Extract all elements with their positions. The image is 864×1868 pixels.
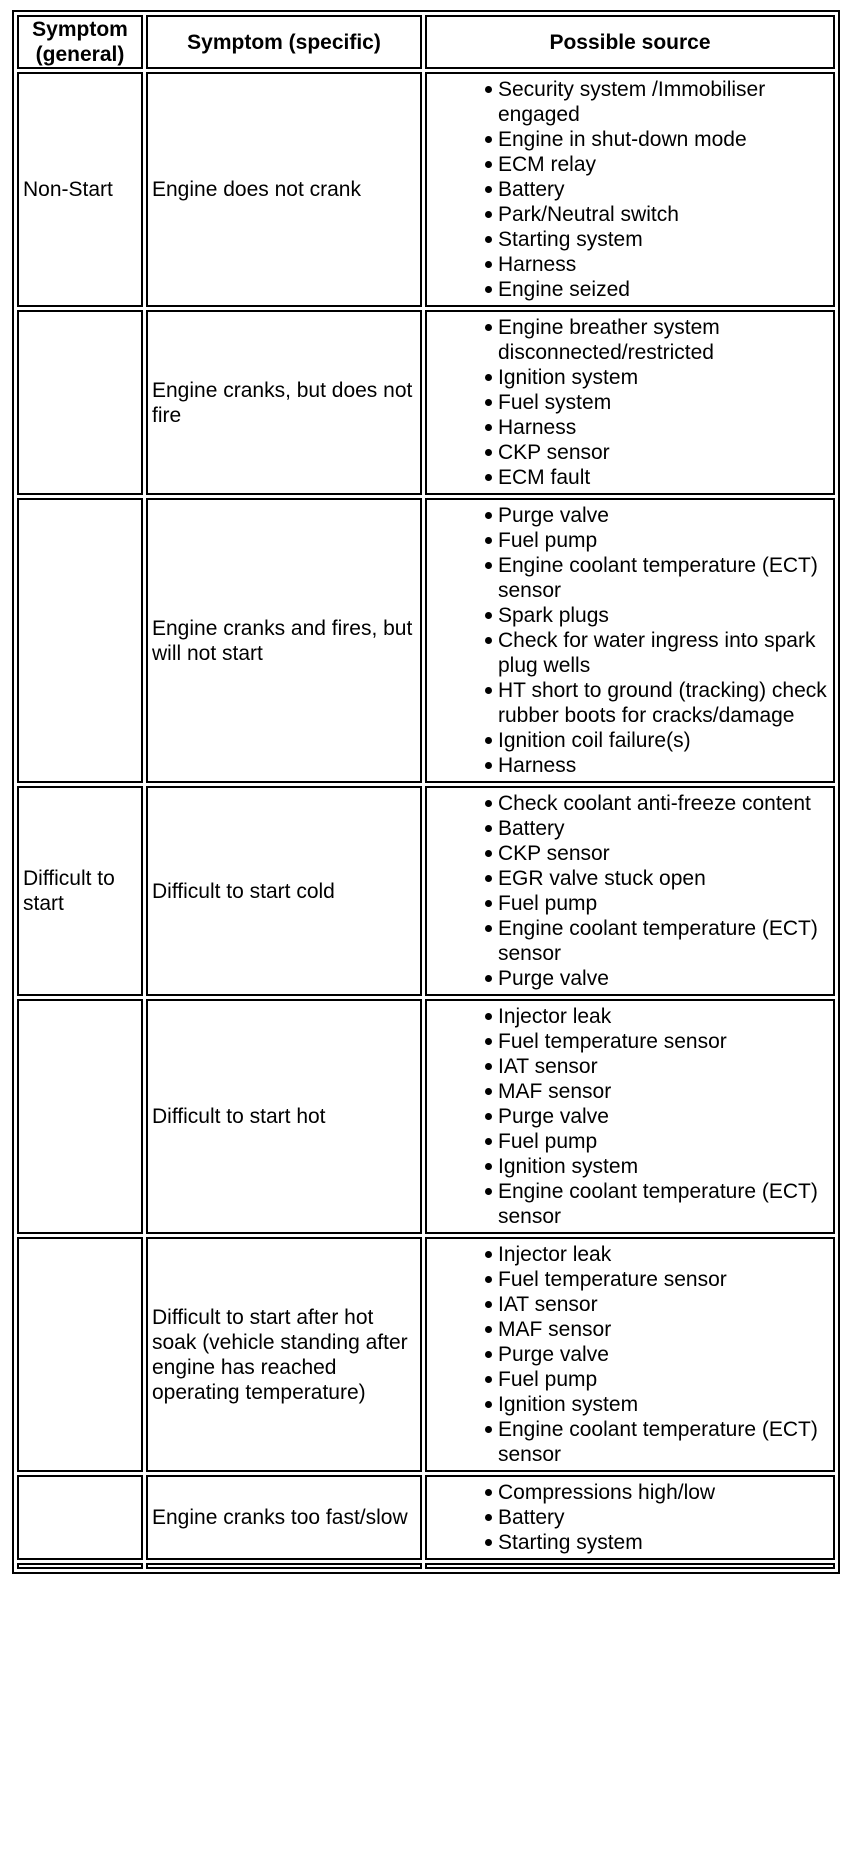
header-symptom-general: Symptom (general) bbox=[17, 15, 143, 69]
source-list-item: Fuel pump bbox=[427, 1367, 829, 1392]
symptom-specific-cell: Engine does not crank bbox=[146, 72, 422, 307]
source-list-item: Engine in shut-down mode bbox=[427, 127, 829, 152]
partial-cell bbox=[17, 1563, 143, 1569]
source-list bbox=[427, 1242, 829, 1467]
source-list-item: Security system /Immobiliser engaged bbox=[427, 77, 829, 127]
source-list-item: Harness bbox=[427, 415, 829, 440]
source-list-item: Ignition system bbox=[427, 365, 829, 390]
source-list-item: Fuel pump bbox=[427, 528, 829, 553]
table-row bbox=[17, 72, 835, 307]
source-list-item: Spark plugs bbox=[427, 603, 829, 628]
symptom-general-cell bbox=[17, 1475, 143, 1560]
possible-source-cell bbox=[425, 72, 835, 307]
symptom-general-cell: Non-Start bbox=[17, 72, 143, 307]
header-possible-source: Possible source bbox=[425, 15, 835, 69]
possible-source-cell bbox=[425, 498, 835, 783]
source-list-item: Engine coolant temperature (ECT) sensor bbox=[427, 916, 829, 966]
symptom-table bbox=[12, 10, 840, 1574]
source-list-item: Purge valve bbox=[427, 966, 829, 991]
source-list-item: Harness bbox=[427, 753, 829, 778]
table-row bbox=[17, 999, 835, 1234]
source-list-item: ECM fault bbox=[427, 465, 829, 490]
source-list-item: IAT sensor bbox=[427, 1292, 829, 1317]
source-list bbox=[427, 1004, 829, 1229]
possible-source-cell bbox=[425, 1475, 835, 1560]
source-list-item: Engine coolant temperature (ECT) sensor bbox=[427, 1179, 829, 1229]
table-row bbox=[17, 498, 835, 783]
partial-cell bbox=[425, 1563, 835, 1569]
source-list-item: Purge valve bbox=[427, 503, 829, 528]
source-list-item: MAF sensor bbox=[427, 1079, 829, 1104]
source-list-item: Purge valve bbox=[427, 1104, 829, 1129]
source-list-item: HT short to ground (tracking) check rubber boots for cracks/damage bbox=[427, 678, 829, 728]
source-list-item: IAT sensor bbox=[427, 1054, 829, 1079]
source-list-item: Harness bbox=[427, 252, 829, 277]
symptom-general-cell bbox=[17, 498, 143, 783]
symptom-specific-cell: Difficult to start hot bbox=[146, 999, 422, 1234]
header-row bbox=[17, 15, 835, 69]
source-list-item: Purge valve bbox=[427, 1342, 829, 1367]
symptom-specific-cell: Difficult to start after hot soak (vehicle standing after engine has reached operating temperature) bbox=[146, 1237, 422, 1472]
source-list-item: Engine seized bbox=[427, 277, 829, 302]
source-list-item: Engine coolant temperature (ECT) sensor bbox=[427, 553, 829, 603]
source-list-item: MAF sensor bbox=[427, 1317, 829, 1342]
table-row bbox=[17, 310, 835, 495]
source-list-item: Check for water ingress into spark plug wells bbox=[427, 628, 829, 678]
source-list-item: Compressions high/low bbox=[427, 1480, 829, 1505]
symptom-specific-cell: Difficult to start cold bbox=[146, 786, 422, 996]
table-row bbox=[17, 1475, 835, 1560]
source-list-item: Check coolant anti-freeze content bbox=[427, 791, 829, 816]
symptom-specific-cell: Engine cranks, but does not fire bbox=[146, 310, 422, 495]
source-list bbox=[427, 503, 829, 778]
source-list-item: Fuel temperature sensor bbox=[427, 1029, 829, 1054]
source-list-item: Battery bbox=[427, 816, 829, 841]
symptom-general-cell bbox=[17, 999, 143, 1234]
table-row-partial bbox=[17, 1563, 835, 1569]
source-list-item: CKP sensor bbox=[427, 841, 829, 866]
symptom-general-cell: Difficult to start bbox=[17, 786, 143, 996]
symptom-specific-cell: Engine cranks and fires, but will not start bbox=[146, 498, 422, 783]
possible-source-cell bbox=[425, 1237, 835, 1472]
symptom-specific-cell: Engine cranks too fast/slow bbox=[146, 1475, 422, 1560]
source-list-item: EGR valve stuck open bbox=[427, 866, 829, 891]
table-row bbox=[17, 1237, 835, 1472]
source-list bbox=[427, 1480, 829, 1555]
symptom-general-cell bbox=[17, 310, 143, 495]
source-list-item: Battery bbox=[427, 177, 829, 202]
table-body bbox=[17, 72, 835, 1569]
source-list-item: Injector leak bbox=[427, 1004, 829, 1029]
partial-cell bbox=[146, 1563, 422, 1569]
source-list-item: Engine breather system disconnected/restricted bbox=[427, 315, 829, 365]
source-list-item: CKP sensor bbox=[427, 440, 829, 465]
possible-source-cell bbox=[425, 786, 835, 996]
table-row bbox=[17, 786, 835, 996]
source-list-item: Injector leak bbox=[427, 1242, 829, 1267]
source-list-item: Starting system bbox=[427, 1530, 829, 1555]
source-list-item: ECM relay bbox=[427, 152, 829, 177]
header-symptom-specific: Symptom (specific) bbox=[146, 15, 422, 69]
source-list-item: Fuel temperature sensor bbox=[427, 1267, 829, 1292]
source-list bbox=[427, 791, 829, 991]
symptom-general-cell bbox=[17, 1237, 143, 1472]
source-list-item: Park/Neutral switch bbox=[427, 202, 829, 227]
source-list-item: Ignition system bbox=[427, 1392, 829, 1417]
possible-source-cell bbox=[425, 310, 835, 495]
source-list-item: Engine coolant temperature (ECT) sensor bbox=[427, 1417, 829, 1467]
source-list-item: Fuel pump bbox=[427, 891, 829, 916]
possible-source-cell bbox=[425, 999, 835, 1234]
source-list-item: Ignition system bbox=[427, 1154, 829, 1179]
source-list-item: Fuel pump bbox=[427, 1129, 829, 1154]
source-list-item: Fuel system bbox=[427, 390, 829, 415]
source-list-item: Starting system bbox=[427, 227, 829, 252]
source-list-item: Ignition coil failure(s) bbox=[427, 728, 829, 753]
source-list bbox=[427, 77, 829, 302]
source-list-item: Battery bbox=[427, 1505, 829, 1530]
source-list bbox=[427, 315, 829, 490]
